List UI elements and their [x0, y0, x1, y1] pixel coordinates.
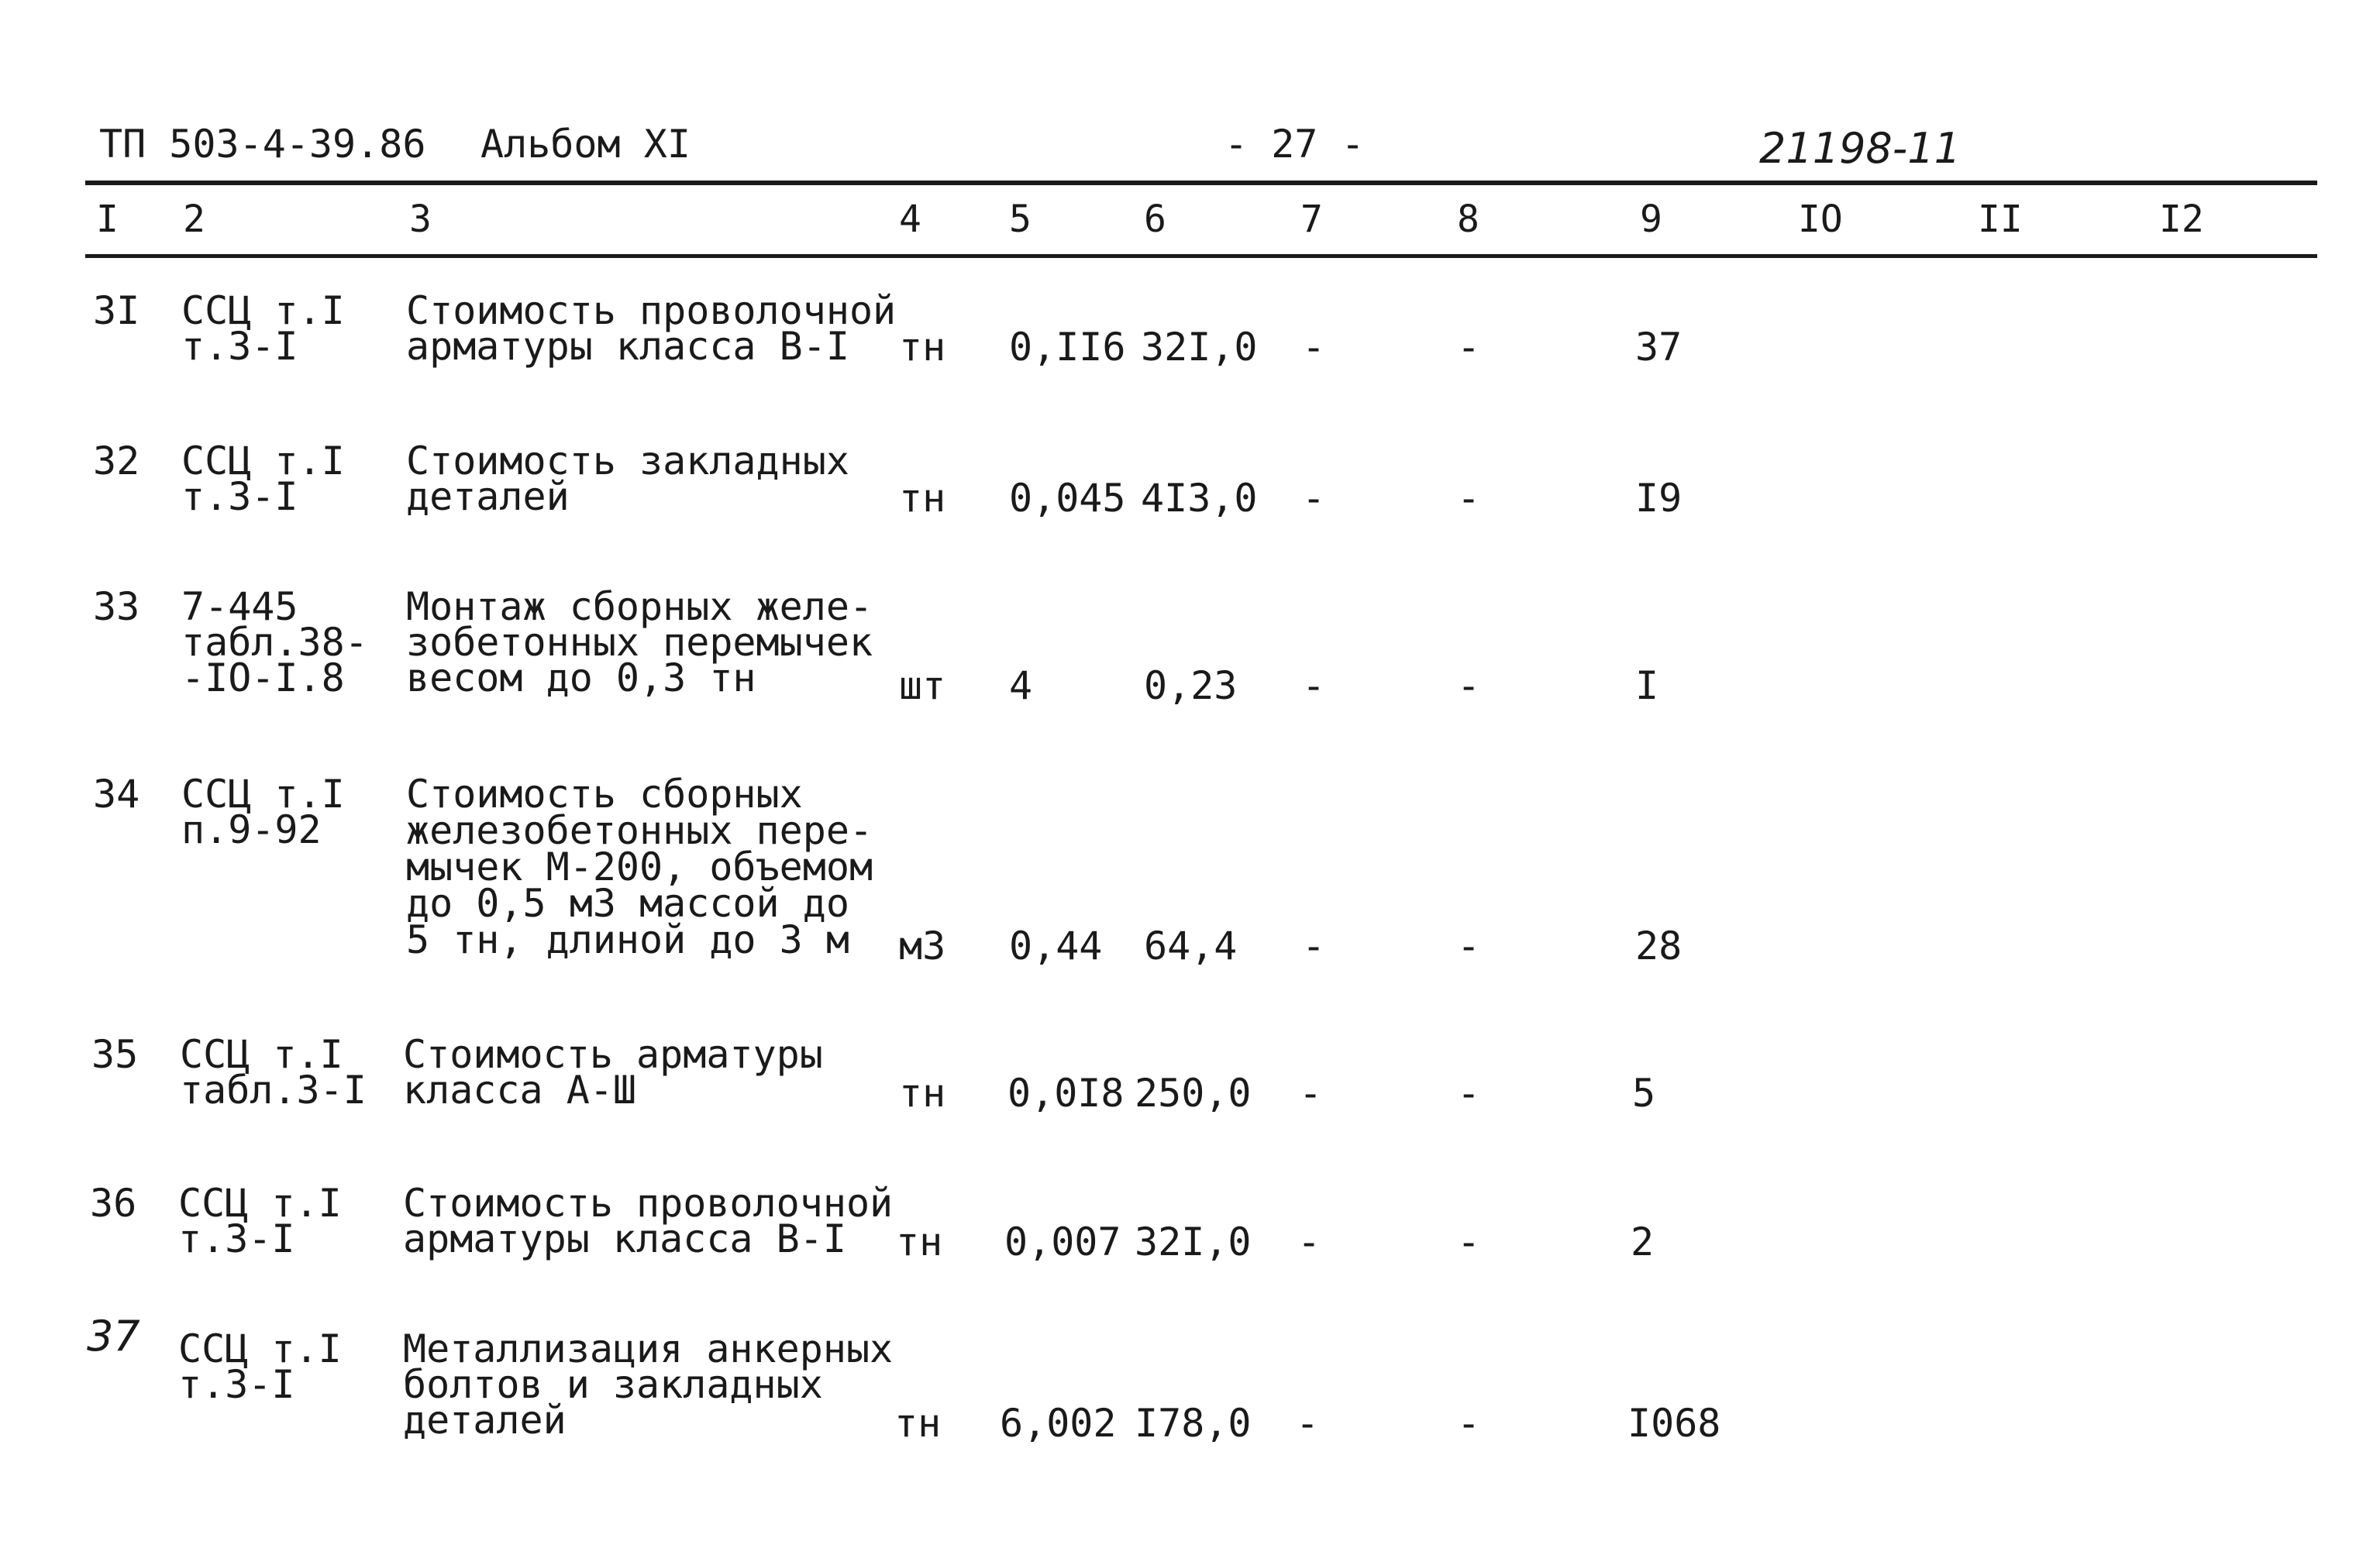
unit: шт: [899, 663, 946, 708]
column-7-value: -: [1296, 1401, 1320, 1446]
unit: тн: [896, 1220, 943, 1264]
quantity: 0,II6: [1009, 325, 1126, 370]
total-value: 5: [1632, 1071, 1656, 1116]
column-header: IO: [1798, 198, 1843, 241]
work-description: Стоимость проволочной арматуры класса В-I: [403, 1181, 894, 1261]
price-reference: ССЦ т.I т.3-I: [178, 1181, 342, 1261]
unit-price: 0,23: [1144, 663, 1238, 708]
work-description: Стоимость сборных железобетонных пере- мычек М-200, объемом до 0,5 м3 массой до 5 тн, длиной до 3 м: [406, 772, 873, 962]
unit-price: 32I,0: [1141, 325, 1258, 370]
row-number: 33: [93, 584, 140, 629]
column-7-value: -: [1299, 1071, 1323, 1116]
row-number: 34: [93, 772, 140, 817]
column-7-value: -: [1302, 476, 1326, 521]
row-number: 36: [90, 1181, 137, 1226]
unit-price: 64,4: [1144, 924, 1238, 968]
price-reference: ССЦ т.I п.9-92: [181, 772, 345, 852]
column-8-value: -: [1457, 325, 1481, 370]
row-number: 35: [91, 1032, 139, 1077]
column-header: 7: [1300, 198, 1323, 241]
price-reference: ССЦ т.I табл.3-I: [180, 1032, 367, 1113]
column-header: II: [1978, 198, 2023, 241]
unit-price: 4I3,0: [1141, 476, 1258, 521]
column-header: 9: [1640, 198, 1662, 241]
unit-price: 32I,0: [1135, 1220, 1252, 1264]
work-description: Стоимость арматуры класса А-Ш: [403, 1032, 823, 1113]
unit: тн: [899, 325, 946, 370]
unit: тн: [899, 1071, 946, 1116]
top-rule: [85, 181, 2317, 185]
unit: тн: [894, 1401, 942, 1446]
total-value: 2: [1631, 1220, 1655, 1264]
work-description: Металлизация анкерных болтов и закладных деталей: [403, 1326, 894, 1443]
unit: тн: [899, 476, 946, 521]
doc-code: ТП 503-4-39.86: [99, 122, 426, 167]
album-label: Альбом XI: [480, 122, 691, 167]
work-description: Стоимость закладных деталей: [406, 439, 849, 519]
work-description: Монтаж сборных желе- зобетонных перемычек весом до 0,3 тн: [406, 584, 873, 700]
column-7-value: -: [1297, 1220, 1321, 1264]
row-number: 32: [93, 439, 140, 483]
inventory-number: 21198-11: [1759, 124, 1961, 173]
column-header: I: [96, 198, 119, 241]
column-8-value: -: [1457, 476, 1481, 521]
unit-price: 250,0: [1135, 1071, 1252, 1116]
unit-price: I78,0: [1135, 1401, 1252, 1446]
quantity: 0,045: [1009, 476, 1126, 521]
price-reference: ССЦ т.I т.3-I: [181, 288, 345, 369]
price-reference: 7-445 табл.38- -IO-I.8: [181, 584, 368, 700]
total-value: 28: [1635, 924, 1683, 968]
quantity: 4: [1009, 663, 1033, 708]
total-value: I9: [1635, 476, 1683, 521]
column-8-value: -: [1457, 1401, 1481, 1446]
quantity: 0,44: [1009, 924, 1103, 968]
work-description: Стоимость проволочной арматуры класса В-I: [406, 288, 897, 369]
column-header: 6: [1144, 198, 1166, 241]
column-8-value: -: [1457, 1071, 1481, 1116]
column-header: I2: [2159, 198, 2204, 241]
column-7-value: -: [1302, 663, 1326, 708]
column-8-value: -: [1457, 663, 1481, 708]
column-8-value: -: [1457, 924, 1481, 968]
column-8-value: -: [1457, 1220, 1481, 1264]
total-value: 37: [1635, 325, 1683, 370]
header-rule: [85, 254, 2317, 258]
column-7-value: -: [1302, 325, 1326, 370]
row-number: 37: [87, 1312, 140, 1361]
column-header: 5: [1009, 198, 1032, 241]
column-7-value: -: [1302, 924, 1326, 968]
price-reference: ССЦ т.I т.3-I: [181, 439, 345, 519]
unit: м3: [899, 924, 946, 968]
quantity: 6,002: [1000, 1401, 1117, 1446]
column-header: 2: [183, 198, 205, 241]
total-value: I: [1635, 663, 1659, 708]
column-header: 4: [899, 198, 921, 241]
page-number: - 27 -: [1224, 122, 1365, 167]
column-header: 3: [409, 198, 432, 241]
row-number: 3I: [93, 288, 140, 333]
column-header: 8: [1457, 198, 1479, 241]
quantity: 0,007: [1004, 1220, 1121, 1264]
total-value: I068: [1627, 1401, 1721, 1446]
quantity: 0,0I8: [1007, 1071, 1125, 1116]
price-reference: ССЦ т.I т.3-I: [178, 1326, 342, 1407]
